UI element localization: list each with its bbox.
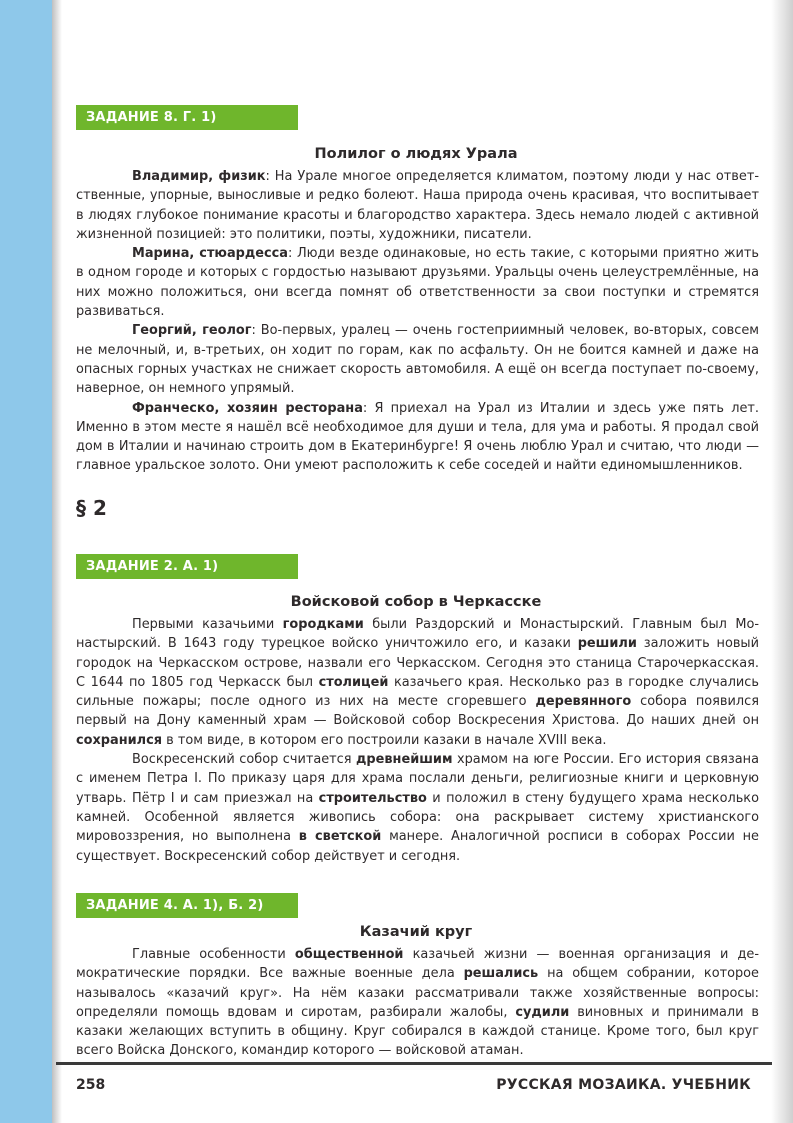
- page-binding-shadow: [771, 0, 793, 1123]
- speaker-text: : Во-первых, уралец — очень гостеприимный человек, во-вторых, совсем не мелочный, и, в-третьих, он ходит по горам, как по асфальту. Он не боится камней и даже на опасных горных участках не снижает скорость автомобиля. А ещё он всегда поступает по-своему, наверное, он немного упрямый.: [76, 323, 759, 397]
- speaker-paragraph: [76, 244, 759, 321]
- text-run: виновных и принимали в казаки желающих вступить в общину. Круг собирался в каждой станице. Кроме того, был круг всего Войска Донского, командир которого — войсковой атаман.: [76, 1004, 759, 1059]
- page-gutter-shadow: [52, 0, 62, 1123]
- text-run: Первыми казачьими: [132, 617, 283, 632]
- circle-paragraph: [76, 945, 759, 1061]
- bold-term: древнейшим: [356, 752, 453, 768]
- speaker-text: : Я приехал на Урал из Италии и здесь уже пять лет. Именно в этом месте я нашёл всё необходимое для души и тела, для ума и работы. Я продал свой дом в Италии и начинаю строить дом в Екатеринбурге! Я очень люблю Урал и считаю, что люди — главное уральское золото. Они умеют расположить к себе соседей и найти единомышленников.: [76, 400, 759, 474]
- text-run: заложить новый городок на Черкасском острове, назвали его Черкасском. Сегодня это станица Старочеркасская. С 1644 по 1805 год Черкасск был: [76, 636, 759, 690]
- text-run: Воскресенский собор считается: [132, 752, 357, 768]
- bold-term: деревянного: [535, 694, 632, 710]
- speaker-paragraph: [76, 167, 759, 244]
- text-run: храмом на юге России. Его история связана с именем Петра I. По приказу царя для храма послали деньги, религиозные книги и церковную утварь. Пётр I и сам приезжал на: [76, 752, 759, 806]
- speaker-name: Георгий, геолог: [132, 323, 252, 339]
- speaker-text: : Люди везде одинаковые, но есть такие, с которыми приятно жить в одном городе и которых с гордостью называют друзьями. Уральцы очень целеустремлённые, на них можно положиться, они всегда помнят об ответственности за свои поступки и стремятся развиваться.: [76, 246, 759, 320]
- book-title: РУССКАЯ МОЗАИКА. УЧЕБНИК: [496, 1077, 751, 1093]
- bold-term: в светской: [298, 829, 382, 845]
- task-badge-8: ЗАДАНИЕ 8. Г. 1): [76, 105, 298, 130]
- speaker-text: : На Урале многое определяется климатом, поэтому люди у нас ответственные, упорные, выносливые и редко болеют. Наша природа очень красивая, что воспитывает в людях глубокое понимание красоты и благородство характера. Здесь немало людей с активной жизненной позицией: это политики, поэты, художники, писатели.: [76, 169, 760, 242]
- bold-term: строительство: [318, 790, 427, 806]
- section-mark: § 2: [76, 496, 107, 520]
- speaker-paragraph: [76, 321, 759, 398]
- bold-term: столицей: [318, 674, 389, 690]
- speaker-name: Франческо, хозяин ресторана: [132, 400, 363, 416]
- bold-term: сохранился: [76, 732, 163, 748]
- text-run: в том виде, в котором его построили казаки в начале XVIII века.: [162, 732, 607, 748]
- bold-term: судили: [515, 1004, 570, 1020]
- text-run: на общем собрании, которое называлось «казачий круг». На нём казаки рассматривали также хозяйственные вопросы: определяли помощь вдовам и сиротам, разбирали жалобы,: [76, 966, 759, 1020]
- footer-rule: [56, 1062, 772, 1065]
- text-run: и положил в стену будущего храма несколько камней. Особенной является живопись собора: она раскрывает систему христианского мировоззрения, но выполнена: [76, 790, 759, 845]
- cathedral-paragraph-1: [76, 615, 759, 750]
- bold-term: решили: [577, 636, 637, 652]
- cathedral-text: [76, 615, 759, 866]
- page-edge-band: [0, 0, 52, 1123]
- bold-term: городками: [282, 617, 364, 632]
- polylog-text: [76, 167, 759, 476]
- page-number: 258: [76, 1077, 106, 1093]
- text-run: казачьей жизни — военная организация и демократические порядки. Все важные военные дела: [76, 947, 759, 982]
- text-run: казачьего края. Несколько раз в городке случались сильные пожары; после одного из них на месте сгоревшего: [76, 674, 759, 710]
- text-run: манере. Аналогичной росписи в соборах России не существует. Воскресенский собор действует и сегодня.: [76, 829, 759, 864]
- circle-text: [76, 945, 759, 1061]
- polylog-title: Полилог о людях Урала: [314, 146, 518, 162]
- task-badge-4: ЗАДАНИЕ 4. А. 1), Б. 2): [76, 893, 298, 918]
- text-run: Главные особенности: [132, 947, 295, 962]
- bold-term: общественной: [294, 947, 404, 962]
- circle-title: Казачий круг: [359, 924, 473, 940]
- text-run: собора появился первый на Дону каменный храм — Войсковой собор Воскресения Христова. До наших дней он: [76, 694, 759, 729]
- task-badge-2: ЗАДАНИЕ 2. А. 1): [76, 554, 298, 579]
- speaker-paragraph: [76, 399, 759, 476]
- text-run: были Раздорский и Монастырский. Главным был Монастырский. В 1643 году турецкое войско уничтожило его, и казаки: [76, 617, 759, 652]
- speaker-name: Владимир, физик: [132, 169, 266, 184]
- speaker-name: Марина, стюардесса: [132, 246, 289, 262]
- cathedral-title: Войсковой собор в Черкасске: [290, 594, 542, 610]
- cathedral-paragraph-2: [76, 750, 759, 866]
- bold-term: решались: [463, 966, 539, 982]
